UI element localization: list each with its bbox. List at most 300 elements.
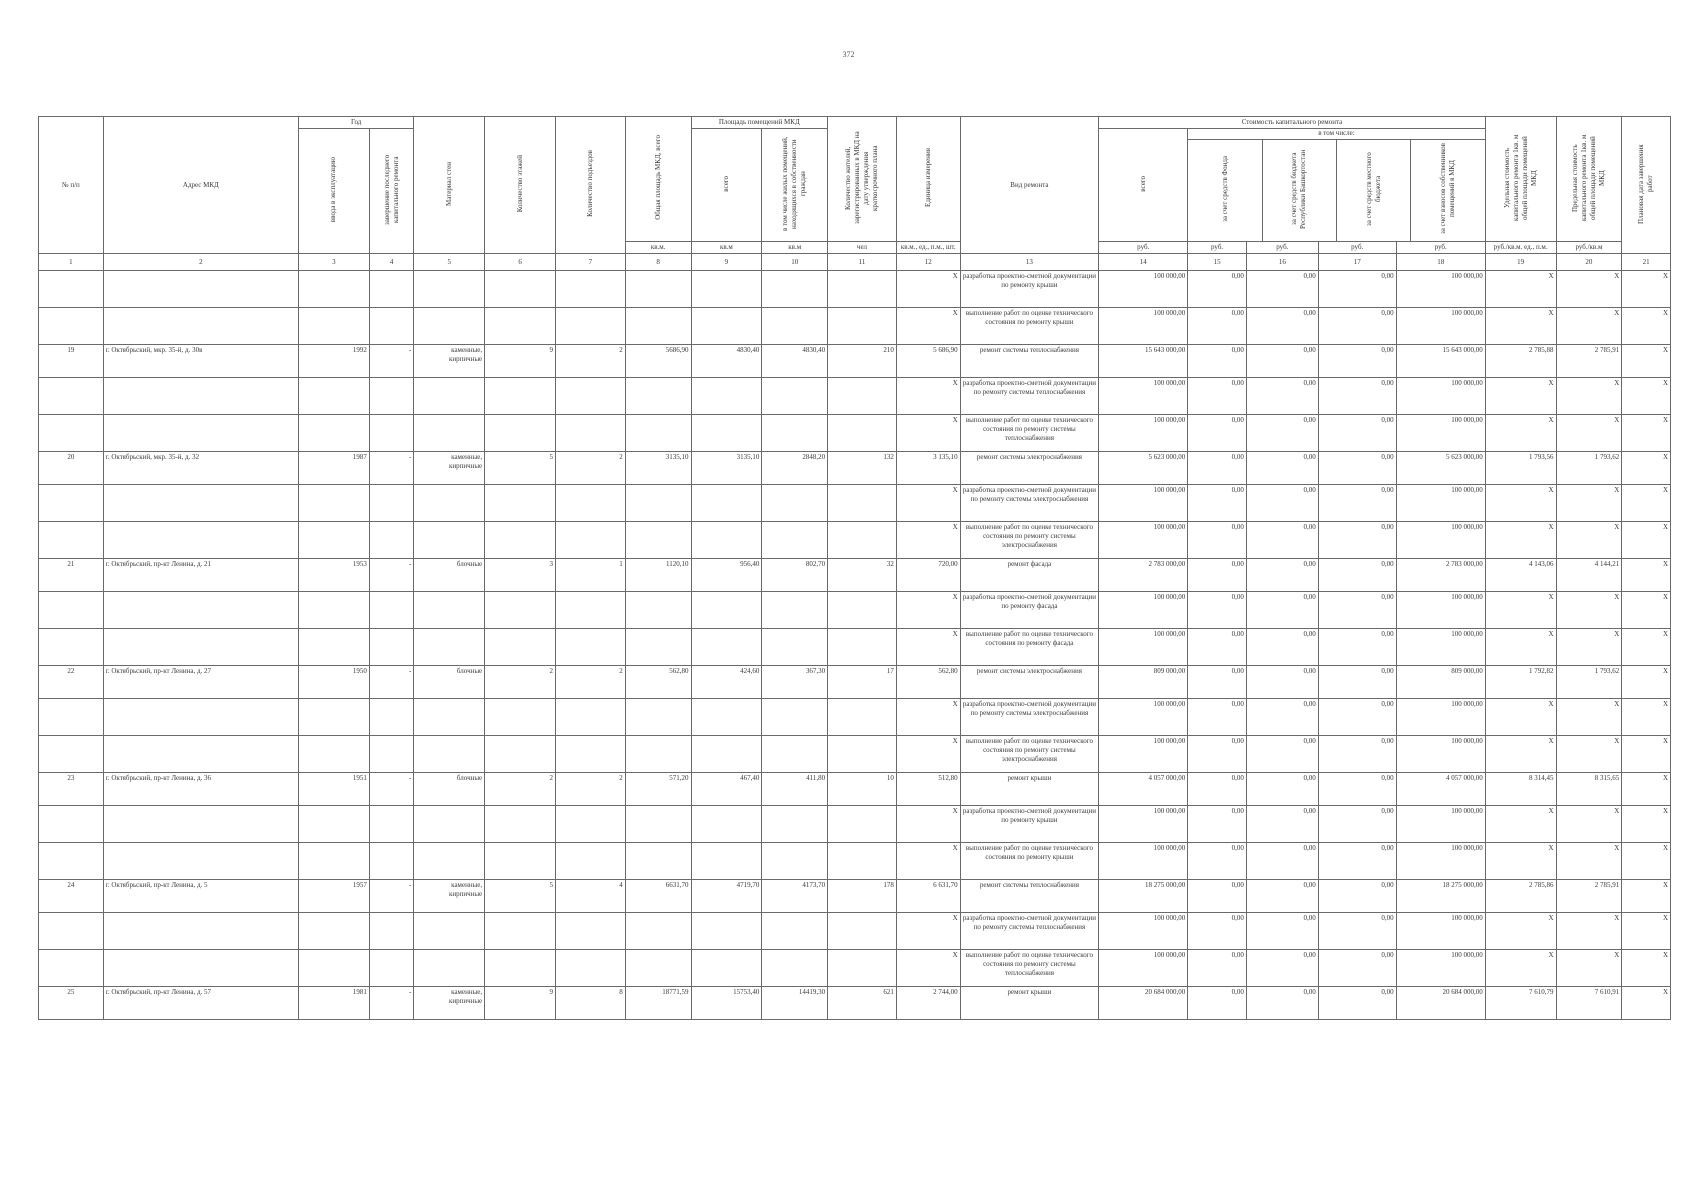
cell-s9: 4719,70	[691, 880, 762, 913]
column-number-row	[39, 254, 1671, 271]
cell-vid: разработка проектно-сметной документации по ремонту фасада	[960, 592, 1099, 629]
cell-fl: 2	[485, 666, 556, 699]
cell-c14: 100 000,00	[1099, 271, 1188, 308]
cell-vid: разработка проектно-сметной документации по ремонту системы электроснабжения	[960, 699, 1099, 736]
cell-s11: 132	[828, 452, 897, 485]
table-row	[39, 666, 1671, 699]
cell-u: 6 631,70	[896, 880, 960, 913]
header-col-20: Предельная стоимость капитального ремонта 1кв. м общей площади помещений МКД	[1556, 117, 1622, 242]
cell-n	[39, 913, 104, 950]
cell-c14: 100 000,00	[1099, 308, 1188, 345]
cell-u: X	[896, 950, 960, 987]
cell-c21: X	[1622, 271, 1671, 308]
cell-addr: г. Октябрьский, пр-кт Ленина, д. 5	[103, 880, 298, 913]
cell-vid: ремонт системы электроснабжения	[960, 666, 1099, 699]
cell-c15: 0,00	[1188, 592, 1247, 629]
cell-c19: X	[1485, 736, 1556, 773]
cell-y2: -	[369, 773, 414, 806]
cell-s10	[762, 629, 828, 666]
header-col-2: Адрес МКД	[103, 117, 298, 254]
cell-vid: разработка проектно-сметной документации по ремонту системы электроснабжения	[960, 485, 1099, 522]
cell-vid: разработка проектно-сметной документации по ремонту крыши	[960, 271, 1099, 308]
table-row	[39, 345, 1671, 378]
cell-y1	[299, 699, 370, 736]
cell-c21: X	[1622, 559, 1671, 592]
col-number: 6	[485, 254, 556, 271]
cell-c15: 0,00	[1188, 522, 1247, 559]
cell-c17: 0,00	[1318, 950, 1396, 987]
cell-c21: X	[1622, 843, 1671, 880]
cell-c17: 0,00	[1318, 806, 1396, 843]
cell-n	[39, 843, 104, 880]
cell-n: 24	[39, 880, 104, 913]
cell-y1: 1987	[299, 452, 370, 485]
cell-c14: 20 684 000,00	[1099, 987, 1188, 1020]
cell-y1	[299, 415, 370, 452]
cell-c21: X	[1622, 773, 1671, 806]
cell-s9	[691, 378, 762, 415]
cell-c15: 0,00	[1188, 880, 1247, 913]
cell-s9	[691, 592, 762, 629]
cell-y1	[299, 378, 370, 415]
cell-c16: 0,00	[1246, 950, 1318, 987]
cell-fl	[485, 629, 556, 666]
cell-s8: 5686,90	[625, 345, 691, 378]
cell-addr: г. Октябрьский, пр-кт Ленина, д. 36	[103, 773, 298, 806]
cell-y1	[299, 843, 370, 880]
cell-c18: 4 057 000,00	[1396, 773, 1485, 806]
cell-y1: 1957	[299, 880, 370, 913]
unit-col-8: кв.м.	[625, 242, 691, 254]
cell-u: X	[896, 913, 960, 950]
cell-c19: X	[1485, 629, 1556, 666]
cell-c15: 0,00	[1188, 345, 1247, 378]
cell-y1	[299, 271, 370, 308]
header-stoimost: Стоимость капитального ремонта	[1099, 117, 1486, 129]
cell-pod: 2	[555, 773, 625, 806]
header-col-13: Вид ремонта	[960, 117, 1099, 254]
table-row	[39, 773, 1671, 806]
cell-s10	[762, 271, 828, 308]
cell-mat	[414, 308, 485, 345]
cell-y1: 1981	[299, 987, 370, 1020]
cell-c15: 0,00	[1188, 950, 1247, 987]
unit-col-15: руб.	[1188, 242, 1247, 254]
cell-y2	[369, 378, 414, 415]
cell-c20: X	[1556, 843, 1622, 880]
cell-mat	[414, 699, 485, 736]
cell-c19: 8 314,45	[1485, 773, 1556, 806]
cell-fl	[485, 378, 556, 415]
cell-s11: 210	[828, 345, 897, 378]
cell-mat: блочные	[414, 773, 485, 806]
cell-n	[39, 415, 104, 452]
cell-c15: 0,00	[1188, 271, 1247, 308]
page-number: 372	[842, 50, 855, 59]
cell-s8: 1120,10	[625, 559, 691, 592]
header-col-10: в том числе жилых помещений, находящихся в собственности граждан	[762, 129, 828, 242]
cell-c18: 100 000,00	[1396, 271, 1485, 308]
cell-c21: X	[1622, 913, 1671, 950]
col-number: 10	[762, 254, 828, 271]
unit-col-19: руб./кв.м. ед., п.м.	[1485, 242, 1556, 254]
cell-pod	[555, 699, 625, 736]
cell-c20: 7 610,91	[1556, 987, 1622, 1020]
unit-col-20: руб./кв.м	[1556, 242, 1622, 254]
cell-pod: 2	[555, 345, 625, 378]
cell-c15: 0,00	[1188, 843, 1247, 880]
cell-c20: 8 315,65	[1556, 773, 1622, 806]
cell-y2: -	[369, 666, 414, 699]
header-col-6: Количество этажей	[485, 117, 556, 254]
cell-u: 512,80	[896, 773, 960, 806]
cell-s10: 2848,20	[762, 452, 828, 485]
unit-col-14: руб.	[1099, 242, 1188, 254]
cell-c14: 5 623 000,00	[1099, 452, 1188, 485]
cell-c16: 0,00	[1246, 452, 1318, 485]
cell-u: 2 744,00	[896, 987, 960, 1020]
cell-c21: X	[1622, 452, 1671, 485]
cell-y1	[299, 629, 370, 666]
cell-c18: 100 000,00	[1396, 806, 1485, 843]
cell-c21: X	[1622, 699, 1671, 736]
cell-c14: 100 000,00	[1099, 485, 1188, 522]
cell-s11	[828, 806, 897, 843]
cell-s11	[828, 485, 897, 522]
table-row	[39, 736, 1671, 773]
cell-s9	[691, 699, 762, 736]
col-number: 9	[691, 254, 762, 271]
cell-s11	[828, 522, 897, 559]
cell-y1: 1951	[299, 773, 370, 806]
cell-mat: блочные	[414, 559, 485, 592]
cell-s11	[828, 736, 897, 773]
cell-c19: X	[1485, 271, 1556, 308]
header-col-14: всего	[1099, 129, 1188, 242]
cell-y2	[369, 485, 414, 522]
cell-c19: X	[1485, 806, 1556, 843]
cell-c16: 0,00	[1246, 880, 1318, 913]
cell-fl: 2	[485, 773, 556, 806]
cell-pod: 2	[555, 452, 625, 485]
cell-c20: X	[1556, 308, 1622, 345]
cell-c17: 0,00	[1318, 308, 1396, 345]
cell-y1	[299, 592, 370, 629]
cell-addr: г. Октябрьский, мкр. 35-й, д. 32	[103, 452, 298, 485]
cell-addr	[103, 950, 298, 987]
col-number: 16	[1246, 254, 1318, 271]
cell-mat	[414, 950, 485, 987]
cell-pod	[555, 522, 625, 559]
cell-s8: 18771,59	[625, 987, 691, 1020]
cell-c15: 0,00	[1188, 378, 1247, 415]
table-body	[39, 271, 1671, 1020]
cell-c14: 100 000,00	[1099, 592, 1188, 629]
header-col-7: Количество подъездов	[555, 117, 625, 254]
cell-c16: 0,00	[1246, 699, 1318, 736]
cell-y2	[369, 806, 414, 843]
cell-fl	[485, 843, 556, 880]
cell-c14: 100 000,00	[1099, 699, 1188, 736]
cell-c15: 0,00	[1188, 559, 1247, 592]
header-col-1: № п/п	[39, 117, 104, 254]
repair-plan-table	[38, 116, 1671, 1020]
cell-s8	[625, 415, 691, 452]
cell-vid: ремонт фасада	[960, 559, 1099, 592]
cell-s9: 956,40	[691, 559, 762, 592]
cell-pod	[555, 843, 625, 880]
cell-fl	[485, 592, 556, 629]
cell-s10: 4173,70	[762, 880, 828, 913]
cell-s10: 802,70	[762, 559, 828, 592]
cell-s8	[625, 308, 691, 345]
cell-u: X	[896, 806, 960, 843]
cell-c20: X	[1556, 415, 1622, 452]
cell-pod	[555, 950, 625, 987]
cell-s8	[625, 913, 691, 950]
cell-c18: 100 000,00	[1396, 485, 1485, 522]
cell-s11	[828, 950, 897, 987]
cell-c20: X	[1556, 736, 1622, 773]
cell-s8	[625, 950, 691, 987]
cell-c20: X	[1556, 913, 1622, 950]
cell-s11	[828, 699, 897, 736]
cell-s9	[691, 415, 762, 452]
unit-col-18: руб.	[1396, 242, 1485, 254]
cell-c20: X	[1556, 806, 1622, 843]
cell-mat: каменные, кирпичные	[414, 880, 485, 913]
cell-c16: 0,00	[1246, 415, 1318, 452]
cell-c20: 2 785,91	[1556, 880, 1622, 913]
cell-c17: 0,00	[1318, 736, 1396, 773]
cell-mat: каменные, кирпичные	[414, 987, 485, 1020]
cell-mat: каменные, кирпичные	[414, 452, 485, 485]
cell-y1	[299, 736, 370, 773]
cell-pod: 1	[555, 559, 625, 592]
table-row	[39, 987, 1671, 1020]
cell-c20: X	[1556, 378, 1622, 415]
header-col-9: всего	[691, 129, 762, 242]
cell-s11	[828, 271, 897, 308]
cell-fl: 5	[485, 452, 556, 485]
cell-s9: 4830,40	[691, 345, 762, 378]
cell-n	[39, 806, 104, 843]
cell-u: 562,80	[896, 666, 960, 699]
table-row	[39, 592, 1671, 629]
cell-u: X	[896, 308, 960, 345]
table-row	[39, 485, 1671, 522]
cell-addr	[103, 736, 298, 773]
cell-c17: 0,00	[1318, 559, 1396, 592]
cell-y2	[369, 843, 414, 880]
cell-c19: X	[1485, 699, 1556, 736]
cell-c20: 4 144,21	[1556, 559, 1622, 592]
cell-mat	[414, 415, 485, 452]
col-number: 4	[369, 254, 414, 271]
header-col-21: Плановая дата завершения работ	[1622, 117, 1671, 254]
cell-y2: -	[369, 559, 414, 592]
cell-s8	[625, 378, 691, 415]
cell-c21: X	[1622, 485, 1671, 522]
cell-pod	[555, 806, 625, 843]
cell-n: 23	[39, 773, 104, 806]
cell-s8: 6631,70	[625, 880, 691, 913]
cell-c14: 100 000,00	[1099, 913, 1188, 950]
cell-n: 25	[39, 987, 104, 1020]
cell-c21: X	[1622, 629, 1671, 666]
cell-s8: 562,80	[625, 666, 691, 699]
header-col-11: Количество жителей, зарегистрированных в МКД на дату утверждения краткосрочного плана	[828, 117, 897, 242]
cell-s11	[828, 308, 897, 345]
cell-y1	[299, 308, 370, 345]
cell-u: X	[896, 629, 960, 666]
cell-fl	[485, 699, 556, 736]
cell-u: 3 135,10	[896, 452, 960, 485]
cell-s10: 367,30	[762, 666, 828, 699]
cell-c14: 100 000,00	[1099, 843, 1188, 880]
cell-n	[39, 271, 104, 308]
cell-c21: X	[1622, 736, 1671, 773]
cell-c18: 15 643 000,00	[1396, 345, 1485, 378]
cell-n	[39, 950, 104, 987]
cell-c18: 100 000,00	[1396, 913, 1485, 950]
cell-n	[39, 308, 104, 345]
cell-s10: 411,80	[762, 773, 828, 806]
cell-s9	[691, 950, 762, 987]
cell-c20: 2 785,91	[1556, 345, 1622, 378]
header-col-18: за счет взносов собственников помещений в МКД	[1438, 143, 1456, 235]
cell-s11	[828, 415, 897, 452]
cell-c15: 0,00	[1188, 452, 1247, 485]
cell-vid: разработка проектно-сметной документации по ремонту крыши	[960, 806, 1099, 843]
cell-c18: 100 000,00	[1396, 736, 1485, 773]
cell-vid: ремонт системы теплоснабжения	[960, 880, 1099, 913]
cell-vid: ремонт крыши	[960, 773, 1099, 806]
cell-s8	[625, 271, 691, 308]
cell-y2	[369, 699, 414, 736]
cell-y2: -	[369, 345, 414, 378]
cell-c17: 0,00	[1318, 452, 1396, 485]
table-row	[39, 271, 1671, 308]
cell-s8	[625, 736, 691, 773]
table-row	[39, 913, 1671, 950]
cell-pod	[555, 592, 625, 629]
cell-c16: 0,00	[1246, 271, 1318, 308]
cell-c16: 0,00	[1246, 666, 1318, 699]
unit-col-10: кв.м	[762, 242, 828, 254]
cell-n: 21	[39, 559, 104, 592]
cell-s11	[828, 629, 897, 666]
cell-c21: X	[1622, 592, 1671, 629]
cell-c21: X	[1622, 666, 1671, 699]
cell-c14: 100 000,00	[1099, 378, 1188, 415]
table-header	[39, 117, 1671, 271]
col-number: 11	[828, 254, 897, 271]
cell-y2	[369, 271, 414, 308]
cell-u: X	[896, 843, 960, 880]
cell-c14: 100 000,00	[1099, 736, 1188, 773]
cell-c21: X	[1622, 880, 1671, 913]
header-subcols	[1188, 140, 1484, 241]
cell-addr	[103, 415, 298, 452]
cell-u: X	[896, 592, 960, 629]
cell-fl: 5	[485, 880, 556, 913]
cell-c17: 0,00	[1318, 666, 1396, 699]
cell-c15: 0,00	[1188, 629, 1247, 666]
cell-s11: 178	[828, 880, 897, 913]
cell-pod: 4	[555, 880, 625, 913]
cell-vid: выполнение работ по оценке технического состояния по ремонту крыши	[960, 843, 1099, 880]
cell-s9	[691, 485, 762, 522]
header-col-3: ввода в эксплуатацию	[299, 129, 370, 254]
unit-col-11: чел	[828, 242, 897, 254]
cell-c17: 0,00	[1318, 522, 1396, 559]
cell-s10	[762, 308, 828, 345]
col-number: 12	[896, 254, 960, 271]
table-row	[39, 950, 1671, 987]
cell-y1: 1950	[299, 666, 370, 699]
unit-col-16: руб.	[1246, 242, 1318, 254]
cell-y1	[299, 485, 370, 522]
col-number: 5	[414, 254, 485, 271]
col-number: 1	[39, 254, 104, 271]
cell-c19: 1 792,82	[1485, 666, 1556, 699]
header-col-15: за счет средств Фонда	[1188, 140, 1262, 241]
cell-s8	[625, 592, 691, 629]
table-row	[39, 308, 1671, 345]
cell-y2	[369, 913, 414, 950]
cell-c19: X	[1485, 843, 1556, 880]
cell-pod: 8	[555, 987, 625, 1020]
cell-s8: 571,20	[625, 773, 691, 806]
cell-y2	[369, 415, 414, 452]
cell-c20: 1 793,62	[1556, 452, 1622, 485]
cell-s11: 32	[828, 559, 897, 592]
cell-c15: 0,00	[1188, 806, 1247, 843]
unit-col-17: руб.	[1318, 242, 1396, 254]
cell-n	[39, 522, 104, 559]
cell-s11	[828, 843, 897, 880]
col-number: 15	[1188, 254, 1247, 271]
table-row	[39, 843, 1671, 880]
cell-c21: X	[1622, 987, 1671, 1020]
cell-y2	[369, 736, 414, 773]
cell-addr	[103, 308, 298, 345]
cell-c19: X	[1485, 378, 1556, 415]
cell-c19: X	[1485, 592, 1556, 629]
cell-s8	[625, 629, 691, 666]
cell-fl: 3	[485, 559, 556, 592]
cell-n	[39, 378, 104, 415]
cell-mat	[414, 913, 485, 950]
cell-addr	[103, 806, 298, 843]
cell-c17: 0,00	[1318, 415, 1396, 452]
cell-c17: 0,00	[1318, 843, 1396, 880]
cell-y1	[299, 806, 370, 843]
cell-c16: 0,00	[1246, 629, 1318, 666]
cell-c16: 0,00	[1246, 843, 1318, 880]
cell-c19: X	[1485, 950, 1556, 987]
cell-addr	[103, 271, 298, 308]
cell-fl	[485, 271, 556, 308]
table-row	[39, 806, 1671, 843]
cell-u: X	[896, 271, 960, 308]
cell-vid: выполнение работ по оценке технического состояния по ремонту системы теплоснабжения	[960, 950, 1099, 987]
cell-s9	[691, 736, 762, 773]
cell-s10: 14419,30	[762, 987, 828, 1020]
cell-addr	[103, 629, 298, 666]
cell-u: X	[896, 699, 960, 736]
